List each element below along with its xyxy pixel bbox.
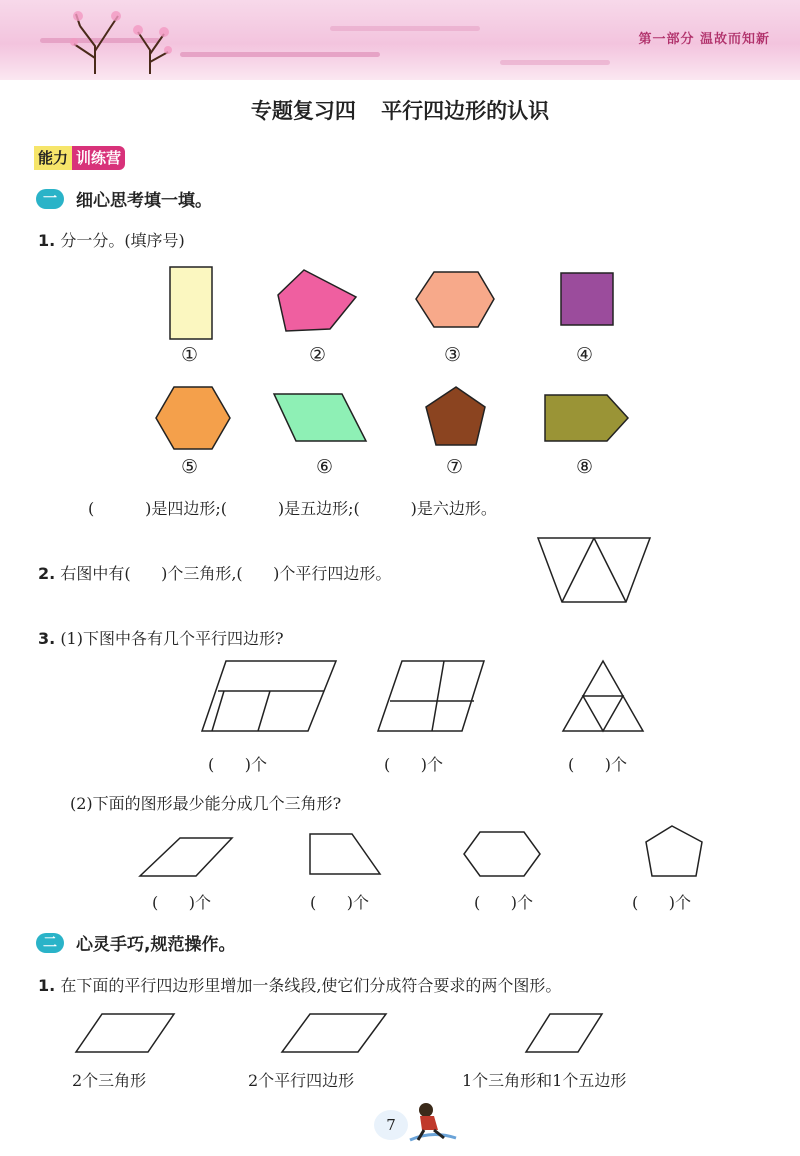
section1-title: 细心思考填一填。 xyxy=(76,191,212,211)
s2-q1-parallelograms xyxy=(70,1008,610,1058)
section1-icon: 一 xyxy=(36,189,64,209)
section1-heading xyxy=(36,186,212,211)
shape-5-hexagon xyxy=(156,387,230,449)
q1-text: 分一分。(填序号) xyxy=(60,231,185,250)
page-title: 专题复习四 平行四边形的认识 xyxy=(250,99,550,123)
q2-text: 右图中有( )个三角形,( )个平行四边形。 xyxy=(60,564,392,583)
label-4: ④ xyxy=(576,344,594,366)
label-1: ① xyxy=(181,344,199,366)
shape-8-pentagon-arrow xyxy=(545,395,628,441)
badge-part2: 训练营 xyxy=(72,146,125,170)
q3-part2-answer-3: ( )个 xyxy=(474,893,534,912)
q1-shapes xyxy=(0,255,800,485)
q1-number: 1. xyxy=(38,231,56,250)
q3-part1-figures xyxy=(190,655,670,740)
q2-prompt xyxy=(38,561,391,584)
q3-part2-prompt: (2)下面的图形最少能分成几个三角形? xyxy=(70,794,342,813)
label-5: ⑤ xyxy=(181,456,199,478)
q2-trapezoid-figure xyxy=(530,530,660,610)
q3-part2-figures xyxy=(120,820,720,885)
q3-part2-answer-2: ( )个 xyxy=(310,893,370,912)
section2-heading xyxy=(36,930,235,955)
s2-q1-number: 1. xyxy=(38,976,56,995)
s2-q1-prompt xyxy=(38,973,561,996)
shape-3-hexagon xyxy=(416,272,494,327)
q3-part1-answer-3: ( )个 xyxy=(568,755,628,774)
section-tag: 第一部分 温故而知新 xyxy=(638,32,770,47)
label-3: ③ xyxy=(444,344,462,366)
q3-part1-prompt xyxy=(38,626,284,649)
label-2: ② xyxy=(309,344,327,366)
q3-part2-answer-1: ( )个 xyxy=(152,893,212,912)
shape-1-rectangle xyxy=(170,267,212,339)
badge-part1: 能力 xyxy=(34,146,72,170)
shape-7-pentagon xyxy=(426,387,485,445)
section-badge xyxy=(34,146,125,170)
shape-4-square xyxy=(561,273,613,325)
label-6: ⑥ xyxy=(316,456,334,478)
q1-answer-line: ( )是四边形;( )是五边形;( )是六边形。 xyxy=(88,499,497,518)
s2-q1-text: 在下面的平行四边形里增加一条线段,使它们分成符合要求的两个图形。 xyxy=(60,976,562,995)
q3-part1-answer-1: ( )个 xyxy=(208,755,268,774)
q3-part1-text: (1)下图中各有几个平行四边形? xyxy=(60,629,284,648)
s2-q1-label-1: 2个三角形 xyxy=(72,1071,147,1090)
s2-q1-label-2: 2个平行四边形 xyxy=(248,1071,355,1090)
q2-number: 2. xyxy=(38,564,56,583)
header-banner xyxy=(0,0,800,80)
q3-part1-answer-2: ( )个 xyxy=(384,755,444,774)
tree-illustration xyxy=(60,6,180,76)
section2-icon: 二 xyxy=(36,933,64,953)
s2-q1-label-3: 1个三角形和1个五边形 xyxy=(462,1071,627,1090)
shape-2-pentagon xyxy=(278,270,356,331)
q3-part2-answer-4: ( )个 xyxy=(632,893,692,912)
q1-prompt xyxy=(38,228,185,251)
q3-number: 3. xyxy=(38,629,56,648)
skater-mascot-icon xyxy=(404,1100,460,1146)
label-7: ⑦ xyxy=(446,456,464,478)
section2-title: 心灵手巧,规范操作。 xyxy=(76,935,236,955)
shape-6-parallelogram xyxy=(274,394,366,441)
label-8: ⑧ xyxy=(576,456,594,478)
page-number: 7 xyxy=(374,1110,408,1140)
